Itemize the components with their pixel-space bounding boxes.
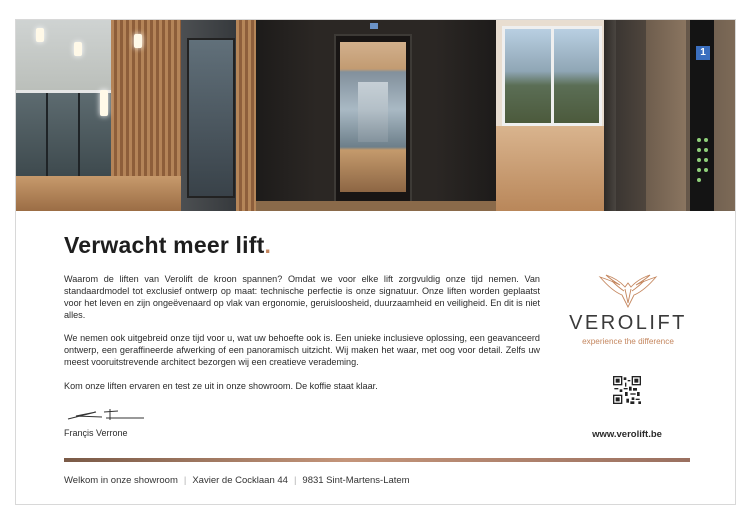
showroom-footer: Welkom in onze showroom | Xavier de Cocklaan 44 | 9831 Sint-Martens-Latem [64,475,410,486]
phoenix-wings-icon [598,273,658,309]
hero-photo-collage [16,20,735,211]
photo-window-room [496,20,616,211]
signer-name: Françis Verrone [64,428,128,438]
photo-glass-door [181,20,256,211]
photo-elevator-entrance [256,20,496,211]
photo-elevator-control-panel [616,20,735,211]
advertisement-page [15,19,736,505]
brand-name: VEROLIFT [569,312,687,334]
footer-city: 9831 Sint-Martens-Latem [302,475,410,486]
intro-paragraph: Waarom de liften van Verolift de kroon spannen? Omdat we voor elke lift zorgvuldig onze tijd nemen. Van standaardmodel tot exclusief ontwerp op maat: technische perfectie is onze signatuur. Onze liften worden geplaatst voor het leven en zijn ongeëvenaard op vlak van ergonomie, geruisloosheid, duurzaamheid en veiligheid. En dit is niet alles. [64,274,540,321]
qr-code-icon[interactable] [613,376,641,404]
divider-bar [64,458,690,462]
floor-indicator-display: 1 [696,46,710,60]
footer-address: Xavier de Cocklaan 44 [192,475,288,486]
handwritten-signature [66,403,146,423]
invitation-paragraph: Kom onze liften ervaren en test ze uit in onze showroom. De koffie staat klaar. [64,381,378,391]
brand-tagline: experience the difference [582,337,674,346]
photo-office-interior [16,20,181,211]
footer-welcome: Welkom in onze showroom [64,475,178,486]
website-link[interactable]: www.verolift.be [592,429,662,440]
service-paragraph: We nemen ook uitgebreid onze tijd voor u, wat uw behoefte ook is. Een unieke inclusieve oplossing, een geavanceerd ontwerp, een geraffineerde afwerking of een panoramisch uitzicht. Wij maken het waar, met oog voor detail. Zelfs uw meest vooruitstrevende architect bezorgen wij een creatieve verademing. [64,333,540,368]
headline: Verwacht meer lift. [64,232,272,258]
